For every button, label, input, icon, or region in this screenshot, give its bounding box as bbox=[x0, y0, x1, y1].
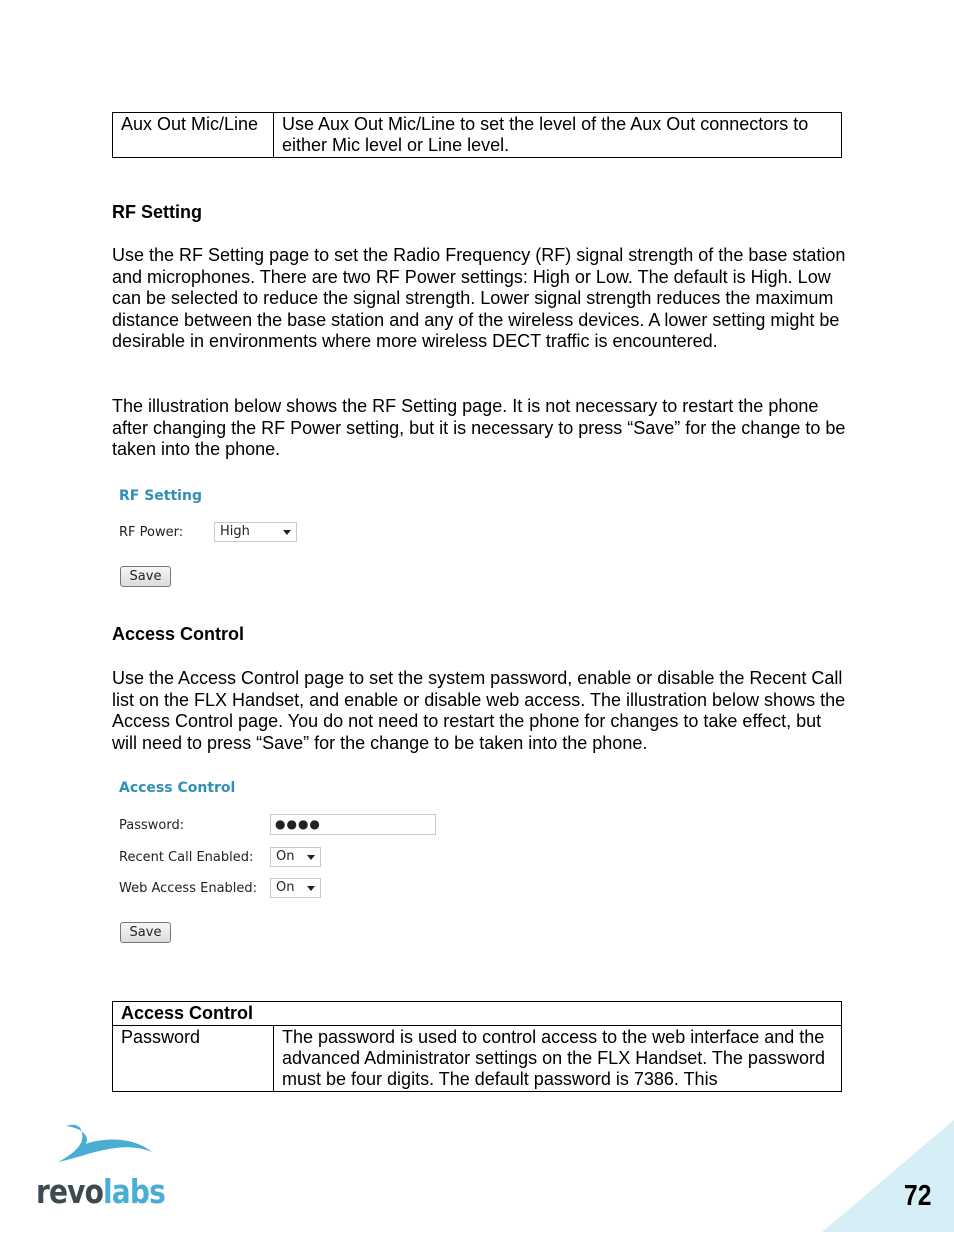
logo-wordmark bbox=[36, 1172, 165, 1211]
password-field[interactable]: ●●●● bbox=[270, 814, 436, 835]
access-save-button[interactable]: Save bbox=[120, 922, 171, 943]
rf-setting-paragraph-1: Use the RF Setting page to set the Radio Frequency (RF) signal strength of the base station and microphones. There are two RF Power settings: High or Low. The default is High. Low can be selected to reduce the signal strength. Lower signal strength reduces the maximum distance between the base station and any of the wireless devices. A lower setting might be desirable in environments where more wireless DECT traffic is encountered. bbox=[112, 245, 846, 352]
logo-text-labs: labs bbox=[103, 1172, 165, 1211]
web-access-label: Web Access Enabled: bbox=[119, 881, 258, 896]
wave-icon bbox=[56, 1122, 156, 1168]
recent-call-select-value: On bbox=[276, 849, 295, 864]
page-number: 72 bbox=[904, 1180, 932, 1212]
table-cell-label: Password bbox=[113, 1026, 274, 1092]
access-control-heading: Access Control bbox=[112, 624, 245, 644]
table-header: Access Control bbox=[113, 1002, 842, 1026]
table-cell-description: The password is used to control access to the web interface and the advanced Administrator settings on the FLX Handset. The password must be four digits. The default password is 7386. This bbox=[274, 1026, 842, 1092]
rf-power-label: RF Power: bbox=[119, 525, 184, 540]
rf-setting-screenshot bbox=[112, 484, 412, 594]
aux-out-table bbox=[112, 112, 842, 158]
table-row bbox=[113, 113, 842, 158]
table-cell-label: Aux Out Mic/Line bbox=[113, 113, 274, 158]
rf-power-select-value: High bbox=[220, 524, 250, 539]
chevron-down-icon bbox=[307, 855, 315, 860]
access-control-screenshot bbox=[112, 776, 452, 946]
web-access-select[interactable] bbox=[270, 878, 321, 898]
recent-call-label: Recent Call Enabled: bbox=[119, 850, 254, 865]
table-row bbox=[113, 1026, 842, 1092]
logo-text-revo: revo bbox=[36, 1172, 104, 1211]
table-header-row bbox=[113, 1002, 842, 1026]
table-cell-description: Use Aux Out Mic/Line to set the level of the Aux Out connectors to either Mic level or Line level. bbox=[274, 113, 842, 158]
access-control-paragraph: Use the Access Control page to set the system password, enable or disable the Recent Call list on the FLX Handset, and enable or disable web access. The illustration below shows the Access Control page. You do not need to restart the phone for changes to take effect, but will need to press “Save” for the change to be taken into the phone. bbox=[112, 668, 846, 753]
revolabs-logo bbox=[36, 1122, 166, 1212]
access-control-ui-title: Access Control bbox=[119, 780, 236, 796]
web-access-select-value: On bbox=[276, 880, 295, 895]
rf-power-select[interactable] bbox=[214, 522, 297, 542]
rf-setting-ui-title: RF Setting bbox=[119, 488, 202, 504]
chevron-down-icon bbox=[307, 886, 315, 891]
page-corner-decoration bbox=[822, 1120, 954, 1232]
rf-setting-paragraph-2: The illustration below shows the RF Setting page. It is not necessary to restart the phone after changing the RF Power setting, but it is necessary to press “Save” for the change to be taken into the phone. bbox=[112, 396, 846, 460]
rf-setting-heading: RF Setting bbox=[112, 202, 202, 222]
rf-save-button[interactable]: Save bbox=[120, 566, 171, 587]
access-control-table bbox=[112, 1001, 842, 1092]
recent-call-select[interactable] bbox=[270, 847, 321, 867]
password-label: Password: bbox=[119, 818, 185, 833]
chevron-down-icon bbox=[283, 530, 291, 535]
